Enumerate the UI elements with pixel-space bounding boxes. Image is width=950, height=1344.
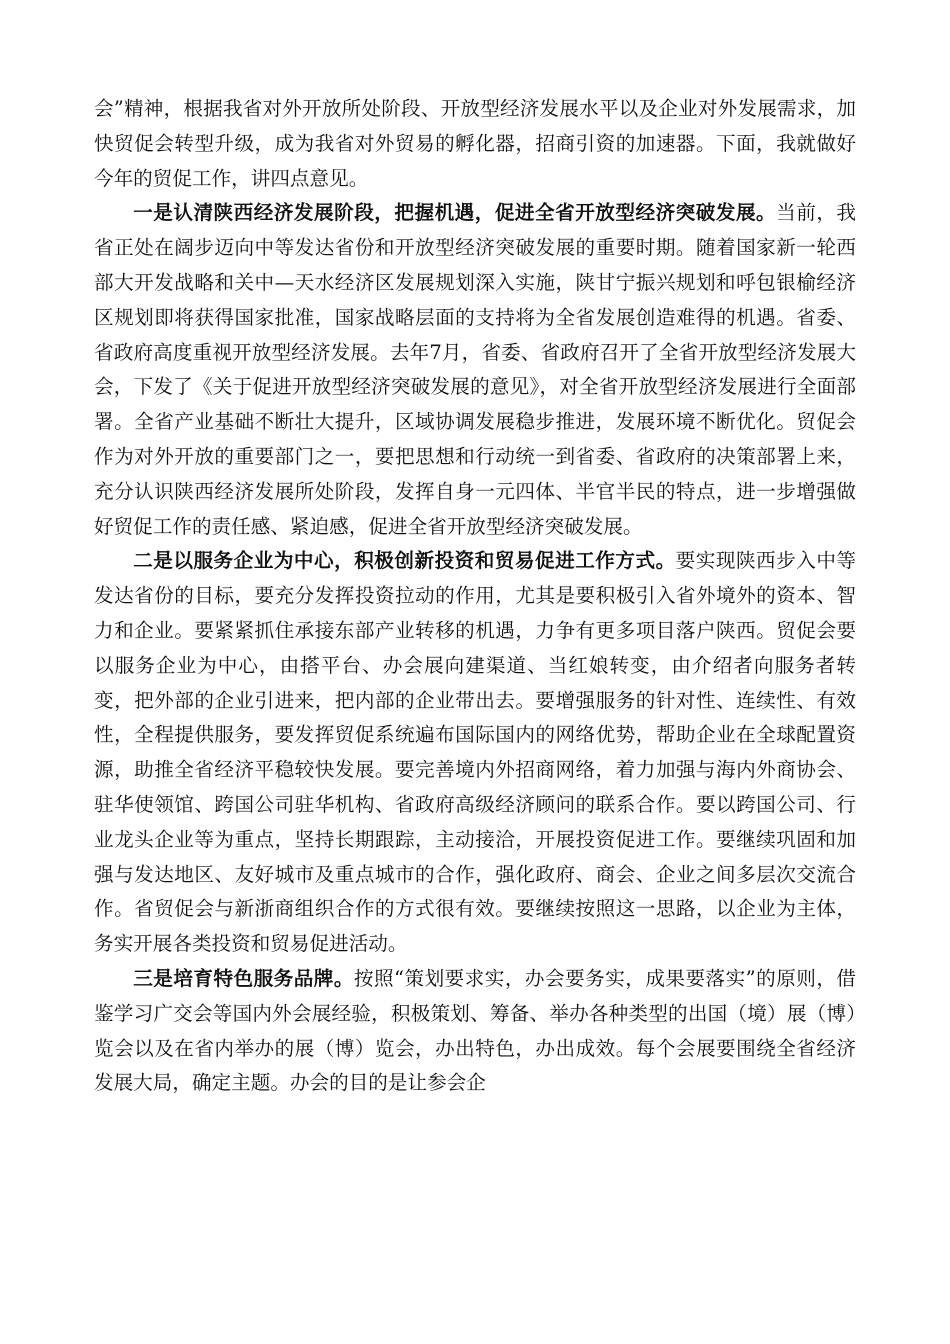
section-2-paragraph: [94, 544, 856, 962]
section-3-paragraph: [94, 962, 856, 1101]
section-3-body: 按照“策划要求实，办会要务实，成果要落实”的原则，借鉴学习广交会等国内外会展经验，积极策划、筹备、举办各种类型的出国（境）展（博）览会以及在省内举办的展（博）览会，办出特色，办出成效。每个会展要围绕全省经济发展大局，确定主题。办会的目的是让参会企: [94, 966, 856, 1095]
section-2-body: 要实现陕西步入中等发达省份的目标，要充分发挥投资拉动的作用，尤其是要积极引入省外境外的资本、智力和企业。要紧紧抓住承接东部产业转移的机遇，力争有更多项目落户陕西。贸促会要以服务企业为中心，由搭平台、办会展向建渠道、当红娘转变，由介绍者向服务者转变，把外部的企业引进来，把内部的企业带出去。要增强服务的针对性、连续性、有效性，全程提供服务，要发挥贸促系统遍布国际国内的网络优势，帮助企业在全球配置资源，助推全省经济平稳较快发展。要完善境内外招商网络，着力加强与海内外商协会、驻华使领馆、跨国公司驻华机构、省政府高级经济顾问的联系合作。要以跨国公司、行业龙头企业等为重点，坚持长期跟踪，主动接洽，开展投资促进工作。要继续巩固和加强与发达地区、友好城市及重点城市的合作，强化政府、商会、企业之间多层次交流合作。省贸促会与新浙商组织合作的方式很有效。要继续按照这一思路，以企业为主体，务实开展各类投资和贸易促进活动。: [94, 549, 857, 956]
intro-paragraph: 会”精神，根据我省对外开放所处阶段、开放型经济发展水平以及企业对外发展需求，加快贸促会转型升级，成为我省对外贸易的孵化器，招商引资的加速器。下面，我就做好今年的贸促工作，讲四点意见。: [94, 97, 856, 190]
section-2-heading: 二是以服务企业为中心，积极创新投资和贸易促进工作方式。: [133, 549, 676, 573]
section-1-heading: 一是认清陕西经济发展阶段，把握机遇，促进全省开放型经济突破发展。: [133, 201, 777, 225]
document-page: [94, 92, 856, 1101]
section-3-heading: 三是培育特色服务品牌。: [133, 966, 354, 990]
section-1-body: 当前，我省正处在阔步迈向中等发达省份和开放型经济突破发展的重要时期。随着国家新一轮西部大开发战略和关中—天水经济区发展规划深入实施，陕甘宁振兴规划和呼包银榆经济区规划即将获得国家批准，国家战略层面的支持将为全省发展创造难得的机遇。省委、省政府高度重视开放型经济发展。去年7月，省委、省政府召开了全省开放型经济发展大会，下发了《关于促进开放型经济突破发展的意见》，对全省开放型经济发展进行全面部署。全省产业基础不断壮大提升，区域协调发展稳步推进，发展环境不断优化。贸促会作为对外开放的重要部门之一，要把思想和行动统一到省委、省政府的决策部署上来，充分认识陕西经济发展所处阶段，发挥自身一元四体、半官半民的特点，进一步增强做好贸促工作的责任感、紧迫感，促进全省开放型经济突破发展。: [94, 201, 857, 538]
section-1-paragraph: [94, 196, 856, 544]
